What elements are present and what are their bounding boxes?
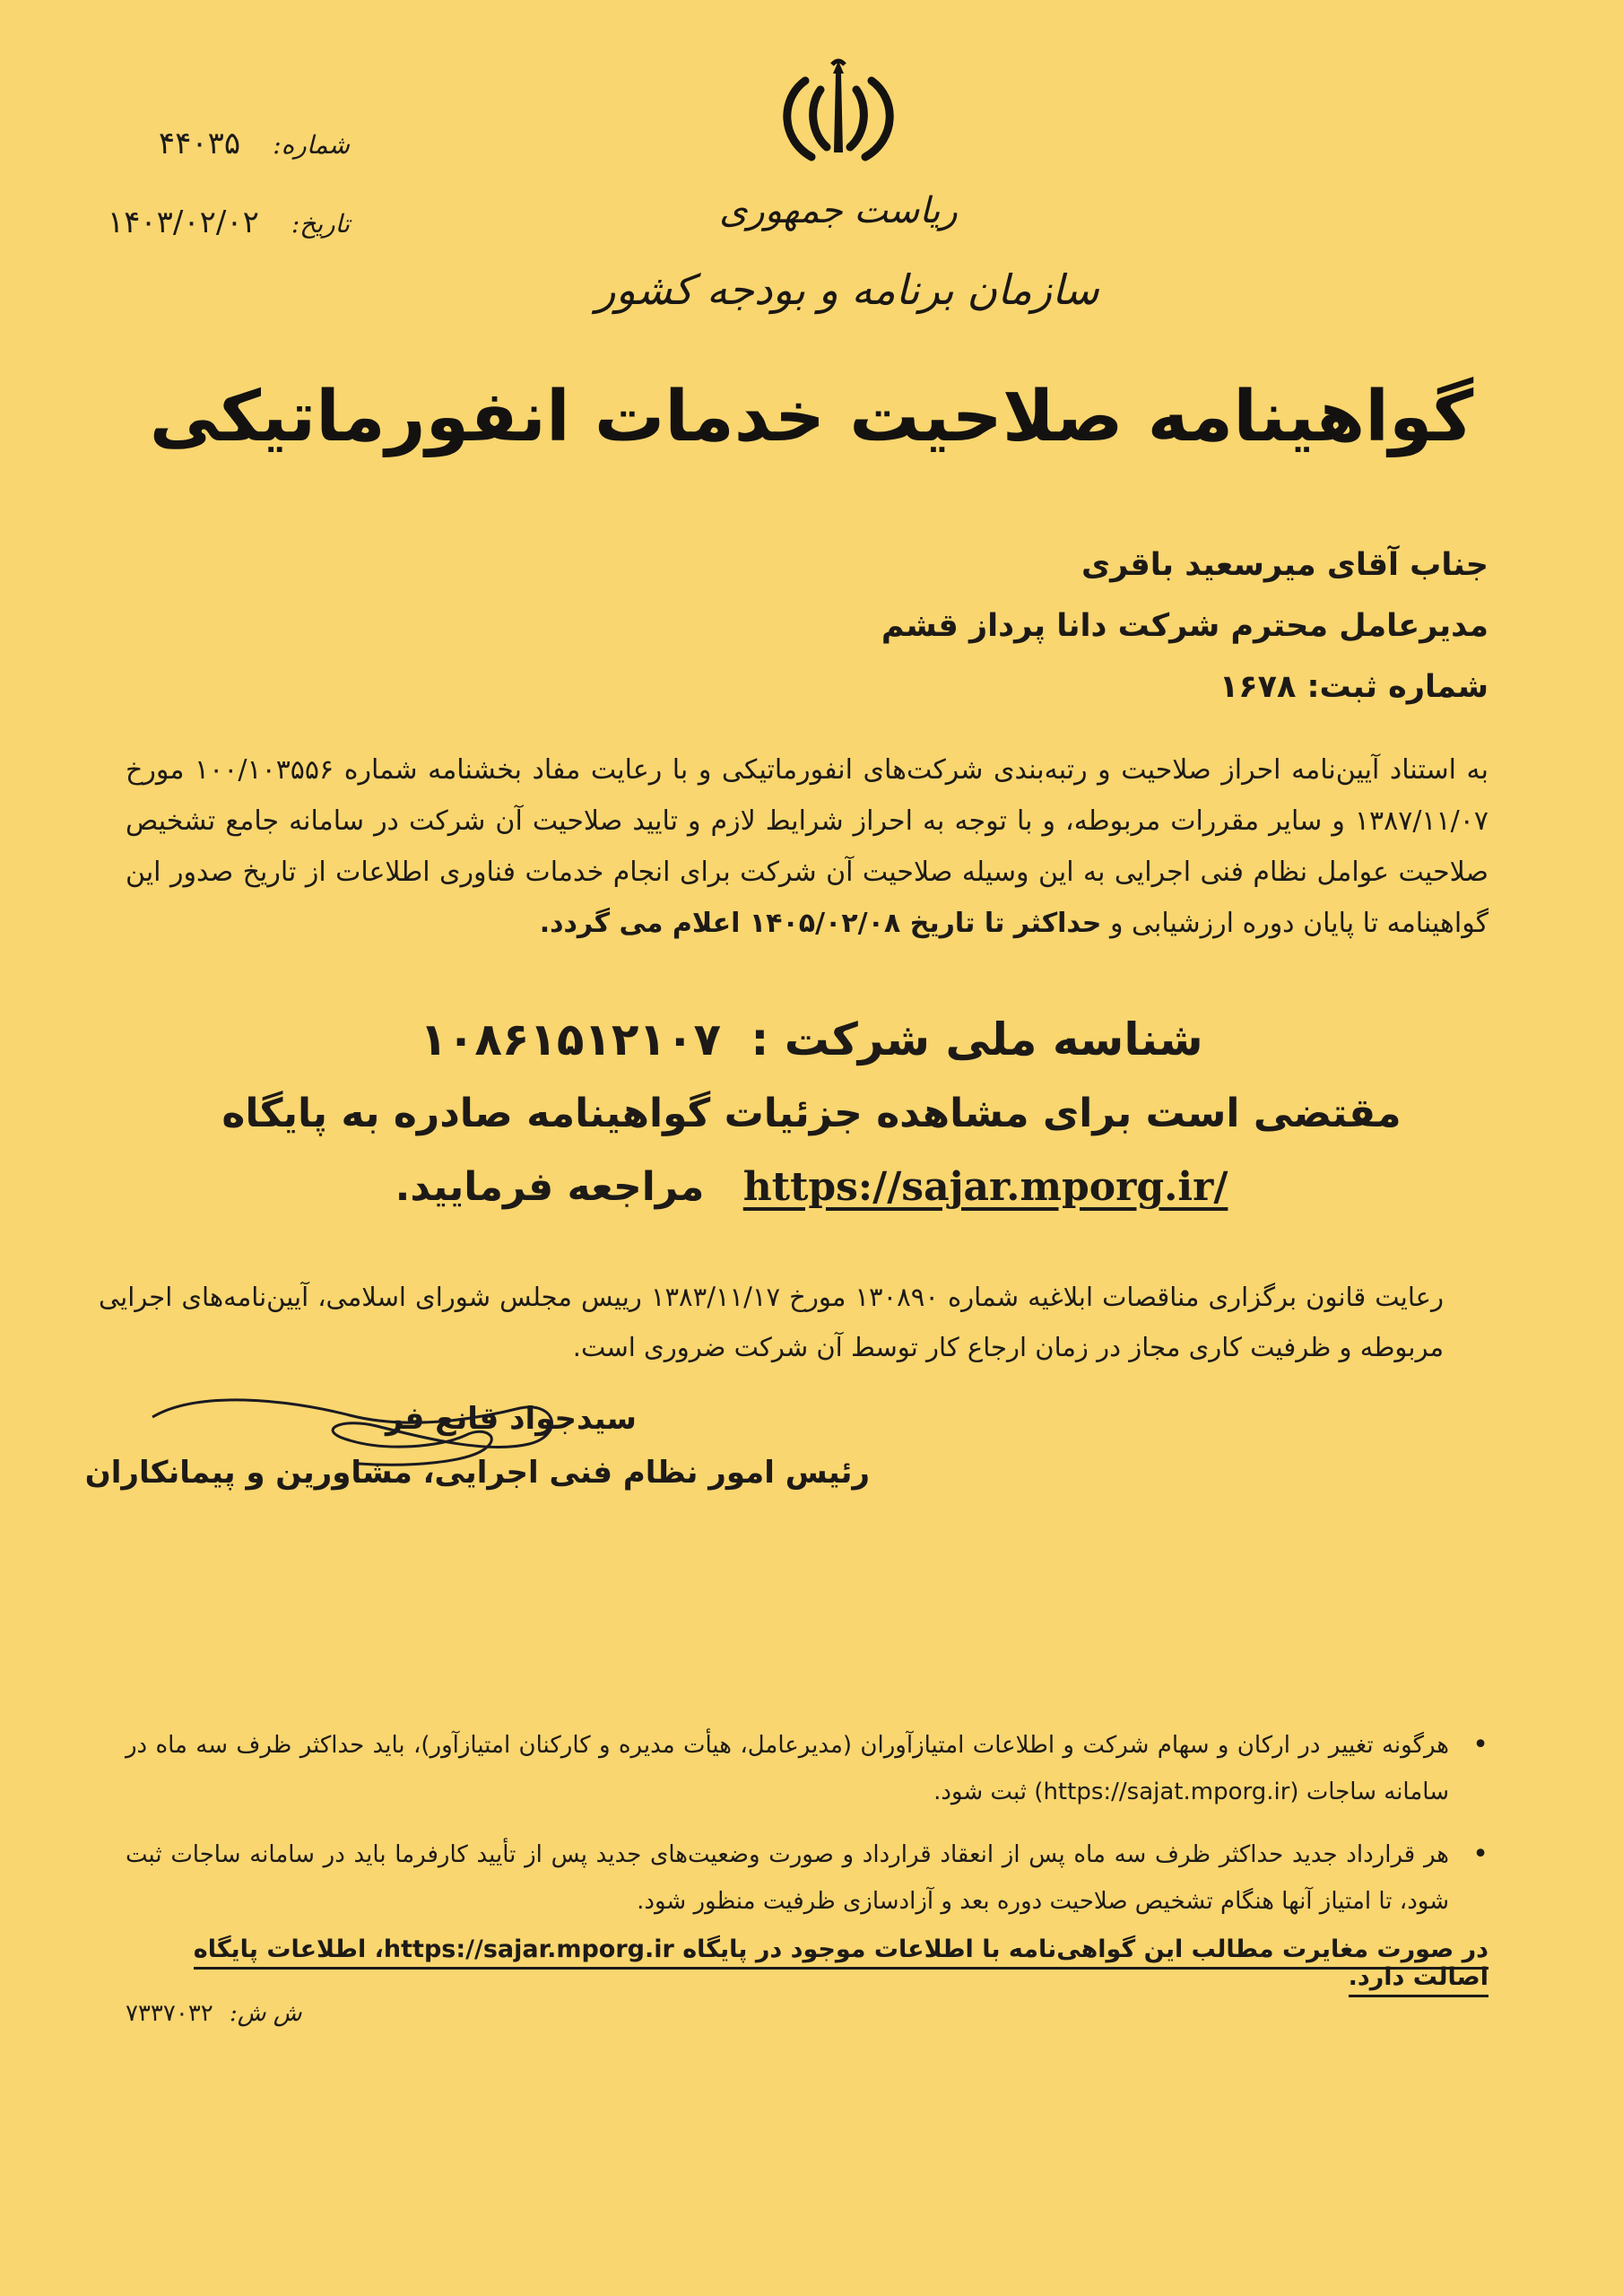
addressee-position: مدیرعامل محترم شرکت دانا پرداز قشم: [881, 608, 1488, 644]
letter-number-value: ۴۴۰۳۵: [158, 126, 241, 161]
note-text: هرگونه تغییر در ارکان و سهام شرکت و اطلاعات امتیازآوران (مدیرعامل، هیأت مدیره و کارکنان امتیازآور)، باید حداکثر ظرف سه ماه در سامانه ساجات (https://sajat.mporg.ir) ثبت شود.: [126, 1732, 1449, 1805]
registration-number: شماره ثبت: ۱۶۷۸: [1219, 669, 1488, 705]
org-name-budget-organization: سازمان برنامه و بودجه کشور: [595, 265, 1099, 314]
details-suffix: مراجعه فرمایید.: [395, 1164, 705, 1210]
footer-authenticity-text: در صورت مغایرت مطالب این گواهی‌نامه با اطلاعات موجود در پایگاه https://sajar.mporg.ir، اطلاعات پایگاه اصالت دارد.: [194, 1935, 1488, 1997]
handwritten-signature: [143, 1381, 646, 1507]
signatory-name: سیدجواد قانع فر: [386, 1401, 637, 1437]
notes-list: [126, 1722, 1488, 1941]
reference-code-value: ۷۳۳۷۰۳۲: [126, 2000, 213, 2027]
national-id-line: [0, 1013, 1623, 1065]
signatory-title: رئیس امور نظام فنی اجرایی، مشاورین و پیمانکاران: [84, 1455, 870, 1491]
footer-authenticity-note: [126, 1935, 1488, 1991]
reference-code: [126, 2000, 302, 2027]
bullet-icon: •: [1472, 1839, 1488, 1870]
details-link-line: [0, 1164, 1623, 1210]
reference-code-label: ش ش:: [230, 2000, 302, 2027]
bullet-icon: •: [1472, 1729, 1488, 1761]
compliance-paragraph: رعایت قانون برگزاری مناقصات ابلاغیه شماره ۱۳۰۸۹۰ مورخ ۱۳۸۳/۱۱/۱۷ رییس مجلس شورای اسلامی، آیین‌نامه‌های اجرایی مربوطه و ظرفیت کاری مجاز در زمان ارجاع کار توسط آن شرکت ضروری است.: [99, 1282, 1444, 1362]
national-id-label: شناسه ملی شرکت :: [751, 1013, 1203, 1065]
org-name-presidency: ریاست جمهوری: [719, 190, 958, 231]
certificate-title: گواهینامه صلاحیت خدمات انفورماتیکی: [149, 377, 1474, 457]
certificate-validity: حداکثر تا تاریخ ۱۴۰۵/۰۲/۰۸ اعلام می گردد.: [539, 908, 1102, 939]
letter-date-row: [108, 204, 350, 240]
sajar-portal-link[interactable]: https://sajar.mporg.ir/: [742, 1164, 1228, 1210]
note-item: [126, 1722, 1488, 1815]
letter-date-label: تاریخ:: [291, 209, 350, 239]
national-id-value: ۱۰۸۶۱۵۱۲۱۰۷: [420, 1013, 721, 1065]
details-instruction: مقتضی است برای مشاهده جزئیات گواهینامه صادره به پایگاه: [221, 1091, 1402, 1136]
letter-number-row: [159, 126, 350, 161]
note-item: [126, 1831, 1488, 1925]
iran-emblem-icon: [771, 54, 906, 170]
letter-date-value: ۱۴۰۳/۰۲/۰۲: [107, 204, 259, 240]
addressee-name: جناب آقای میرسعید باقری: [1081, 547, 1488, 583]
certificate-body-text: به استناد آیین‌نامه احراز صلاحیت و رتبه‌بندی شرکت‌های انفورماتیکی و با رعایت مفاد بخشنامه شماره ۱۰۰/۱۰۳۵۵۶ مورخ ۱۳۸۷/۱۱/۰۷ و سایر مقررات مربوطه، و با توجه به احراز شرایط لازم و تایید صلاحیت آن شرکت در سامانه جامع تشخیص صلاحیت عوامل نظام فنی اجرایی به این وسیله صلاحیت آن شرکت برای انجام خدمات فناوری اطلاعات از تاریخ صدور این گواهینامه تا پایان دوره ارزشیابی و: [126, 754, 1488, 939]
note-text: هر قرارداد جدید حداکثر ظرف سه ماه پس از انعقاد قرارداد و صورت وضعیت‌های جدید پس از تأیید کارفرما باید در سامانه ساجات ثبت شود، تا امتیاز آنها هنگام تشخیص صلاحیت دوره بعد و آزادسازی ظرفیت منظور شود.: [126, 1841, 1449, 1915]
addressee-block: [412, 535, 1488, 718]
letter-number-label: شماره:: [273, 130, 350, 160]
certificate-body: [126, 744, 1488, 949]
